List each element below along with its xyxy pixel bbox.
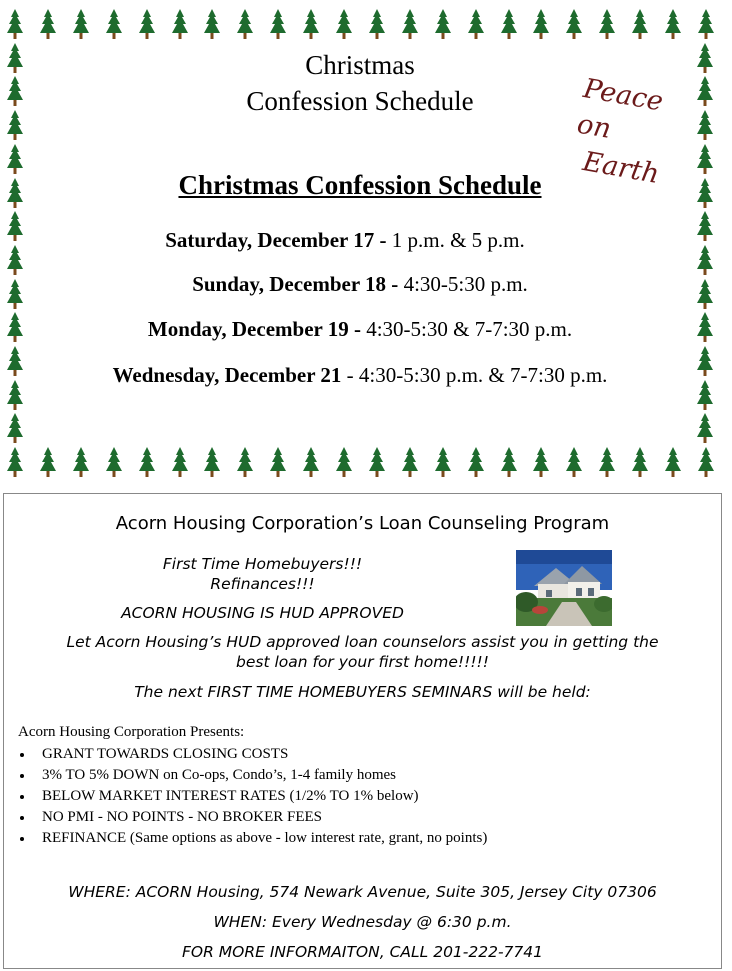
christmas-tree-icon [204,9,220,39]
christmas-tree-icon [73,9,89,39]
christmas-tree-icon [435,447,451,477]
christmas-tree-icon [665,9,681,39]
christmas-tree-icon [599,9,615,39]
christmas-tree-icon [435,9,451,39]
schedule-row: Saturday, December 17 - 1 p.m. & 5 p.m. [165,228,525,252]
christmas-tree-icon [237,447,253,477]
schedule-heading: Christmas Confession Schedule [178,170,542,200]
christmas-tree-icon [501,9,517,39]
christmas-tree-icon [336,9,352,39]
hud-approved-line: ACORN HOUSING IS HUD APPROVED [121,604,404,622]
benefits-list [18,744,487,849]
acorn-flyer [3,493,722,969]
schedule-row: Wednesday, December 21 - 4:30-5:30 p.m. & 7-7:30 p.m. [112,363,608,387]
list-item: GRANT TOWARDS CLOSING COSTS [18,744,487,765]
peace-on-earth-badge: Peace on Earth [574,73,666,190]
info-line: FOR MORE INFORMAITON, CALL 201-222-7741 [181,943,544,961]
presents-heading: Acorn Housing Corporation Presents: [18,724,245,740]
christmas-tree-icon [7,447,23,477]
christmas-tree-icon [533,447,549,477]
christmas-tree-icon [533,9,549,39]
house-photo [516,550,612,626]
christmas-tree-icon [7,9,23,39]
christmas-tree-icon [665,447,681,477]
list-item: NO PMI - NO POINTS - NO BROKER FEES [18,807,487,828]
christmas-tree-icon [7,413,23,443]
christmas-tree-icon [632,9,648,39]
christmas-tree-icon [73,447,89,477]
page-title-line1: Christmas [305,50,415,80]
christmas-tree-icon [697,413,713,443]
page-title-line2: Confession Schedule [246,86,474,116]
christmas-tree-icon [468,447,484,477]
christmas-tree-icon [106,447,122,477]
list-item: BELOW MARKET INTEREST RATES (1/2% TO 1% below) [18,786,487,807]
homebuyers-line: First Time Homebuyers!!! [162,555,363,573]
christmas-tree-icon [40,9,56,39]
assist-line-2: best loan for your first home!!!!! [236,653,489,671]
acorn-title: Acorn Housing Corporation’s Loan Counseling Program [115,513,610,534]
christmas-tree-icon [599,447,615,477]
christmas-tree-icon [172,9,188,39]
schedule-row: Monday, December 19 - 4:30-5:30 & 7-7:30 p.m. [147,317,573,341]
refinances-line: Refinances!!! [210,575,315,593]
christmas-tree-icon [303,9,319,39]
christmas-tree-icon [336,447,352,477]
when-line: WHEN: Every Wednesday @ 6:30 p.m. [213,913,512,931]
christmas-tree-icon [698,9,714,39]
christmas-tree-icon [369,447,385,477]
christmas-tree-icon [402,9,418,39]
christmas-tree-icon [501,447,517,477]
christmas-tree-icon [172,447,188,477]
christmas-tree-icon [237,9,253,39]
christmas-tree-icon [402,447,418,477]
assist-line-1: Let Acorn Housing’s HUD approved loan counselors assist you in getting the [66,633,659,651]
christmas-tree-icon [698,447,714,477]
christmas-tree-icon [139,9,155,39]
christmas-tree-icon [204,447,220,477]
seminar-line: The next FIRST TIME HOMEBUYERS SEMINARS will be held: [134,683,591,701]
christmas-tree-icon [139,447,155,477]
christmas-tree-icon [468,9,484,39]
christmas-tree-icon [106,9,122,39]
list-item: 3% TO 5% DOWN on Co-ops, Condo’s, 1-4 family homes [18,765,487,786]
christmas-tree-icon [369,9,385,39]
where-line: WHERE: ACORN Housing, 574 Newark Avenue, Suite 305, Jersey City 07306 [68,883,657,901]
list-item: REFINANCE (Same options as above - low interest rate, grant, no points) [18,828,487,849]
schedule-row: Sunday, December 18 - 4:30-5:30 p.m. [192,272,528,296]
christmas-tree-icon [270,9,286,39]
christmas-tree-icon [566,9,582,39]
christmas-tree-icon [270,447,286,477]
christmas-tree-icon [40,447,56,477]
christmas-tree-icon [632,447,648,477]
christmas-tree-icon [566,447,582,477]
christmas-tree-icon [303,447,319,477]
